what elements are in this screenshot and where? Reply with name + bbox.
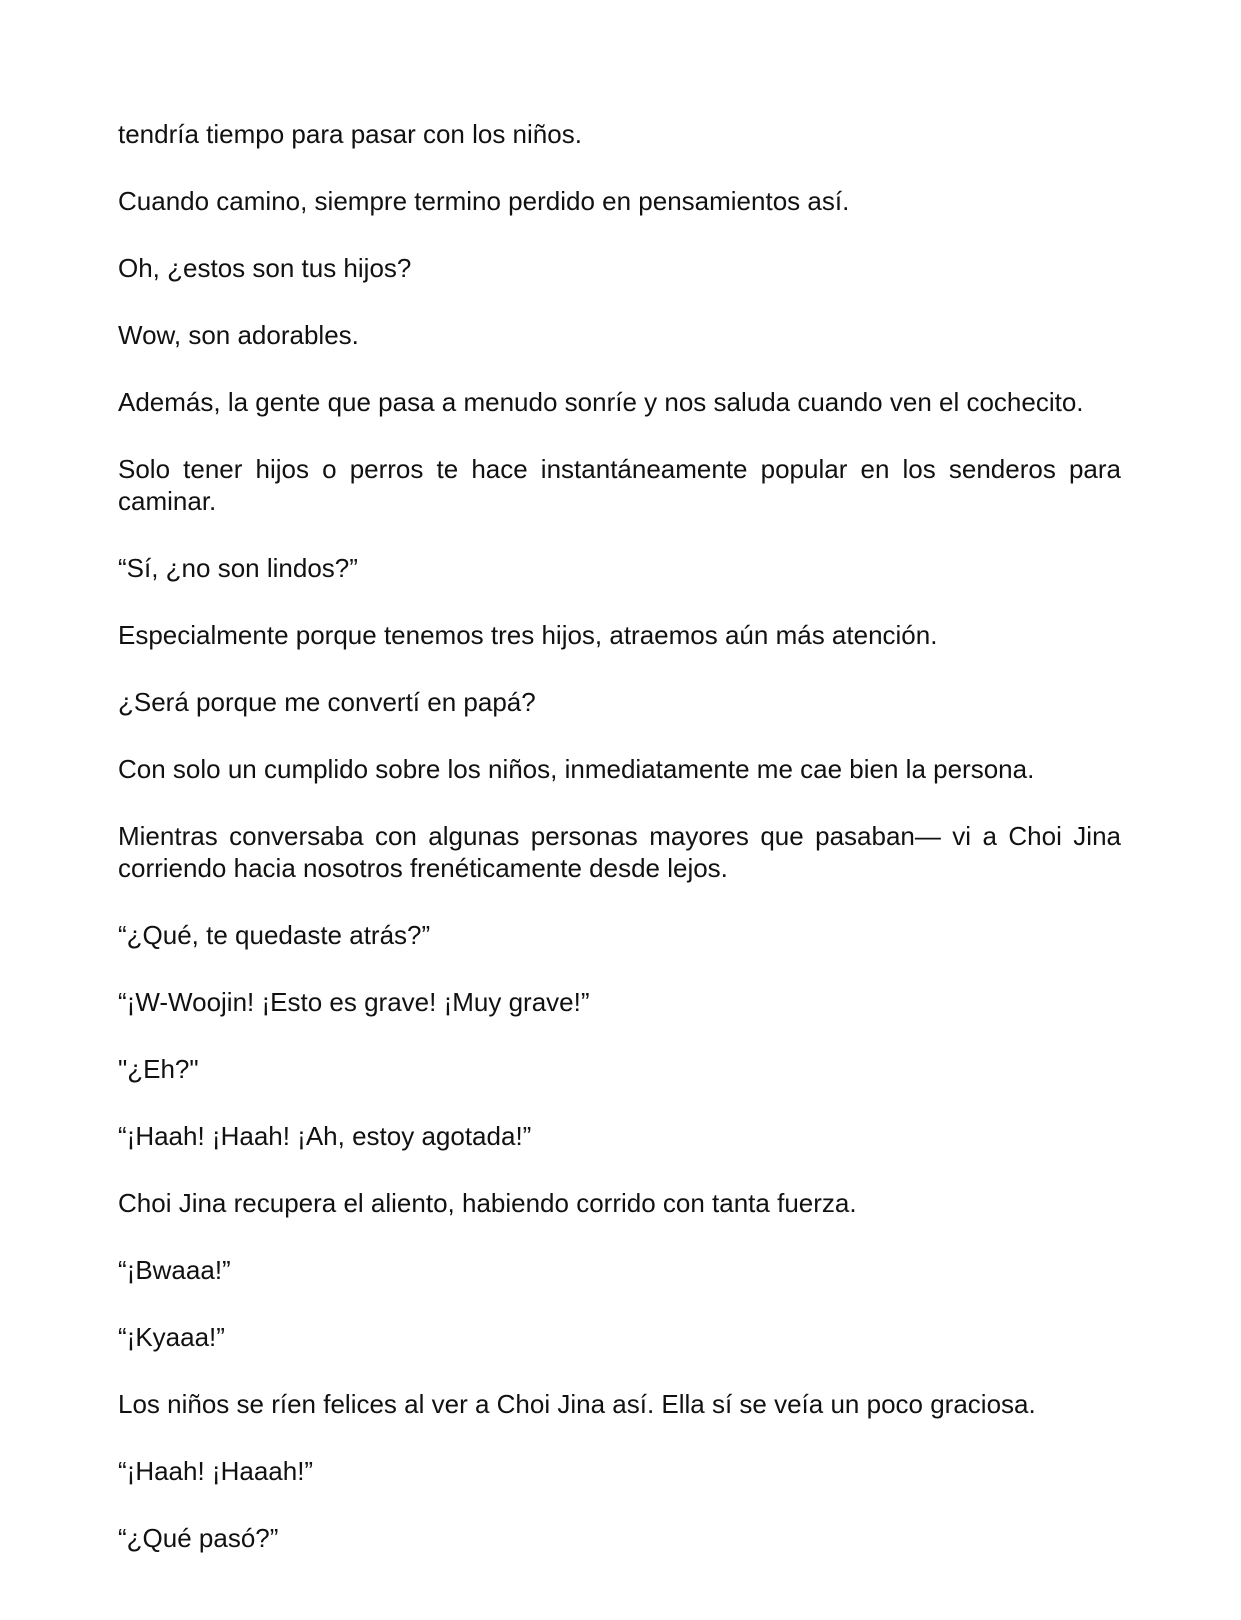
document-body	[118, 118, 1121, 1589]
paragraph: ¿Será porque me convertí en papá?	[118, 687, 536, 717]
dialogue-line: “Sí, ¿no son lindos?”	[118, 553, 358, 583]
paragraph: Wow, son adorables.	[118, 320, 359, 350]
paragraph: Especialmente porque tenemos tres hijos, atraemos aún más atención.	[118, 620, 938, 650]
paragraph: Cuando camino, siempre termino perdido en pensamientos así.	[118, 186, 850, 216]
paragraph: Mientras conversaba con algunas personas mayores que pasaban— vi a Choi Jina corriendo hacia nosotros frenéticamente desde lejos.	[118, 821, 1121, 883]
paragraph: Los niños se ríen felices al ver a Choi Jina así. Ella sí se veía un poco graciosa.	[118, 1389, 1036, 1419]
paragraph: Además, la gente que pasa a menudo sonríe y nos saluda cuando ven el cochecito.	[118, 387, 1084, 417]
dialogue-line: “¿Qué pasó?”	[118, 1523, 279, 1553]
dialogue-line: “¡Haah! ¡Haah! ¡Ah, estoy agotada!”	[118, 1121, 532, 1151]
paragraph: Oh, ¿estos son tus hijos?	[118, 253, 412, 283]
dialogue-line: “¡Bwaaa!”	[118, 1255, 231, 1285]
paragraph: tendría tiempo para pasar con los niños.	[118, 119, 582, 149]
dialogue-line: “¡W-Woojin! ¡Esto es grave! ¡Muy grave!”	[118, 987, 590, 1017]
dialogue-line: “¡Haah! ¡Haaah!”	[118, 1456, 314, 1486]
paragraph: Choi Jina recupera el aliento, habiendo corrido con tanta fuerza.	[118, 1188, 857, 1218]
paragraph: Solo tener hijos o perros te hace instantáneamente popular en los senderos para caminar.	[118, 454, 1121, 516]
dialogue-line: “¡Kyaaa!”	[118, 1322, 225, 1352]
dialogue-line: “¿Qué, te quedaste atrás?”	[118, 920, 431, 950]
dialogue-line: "¿Eh?"	[118, 1054, 199, 1084]
paragraph: Con solo un cumplido sobre los niños, inmediatamente me cae bien la persona.	[118, 754, 1035, 784]
